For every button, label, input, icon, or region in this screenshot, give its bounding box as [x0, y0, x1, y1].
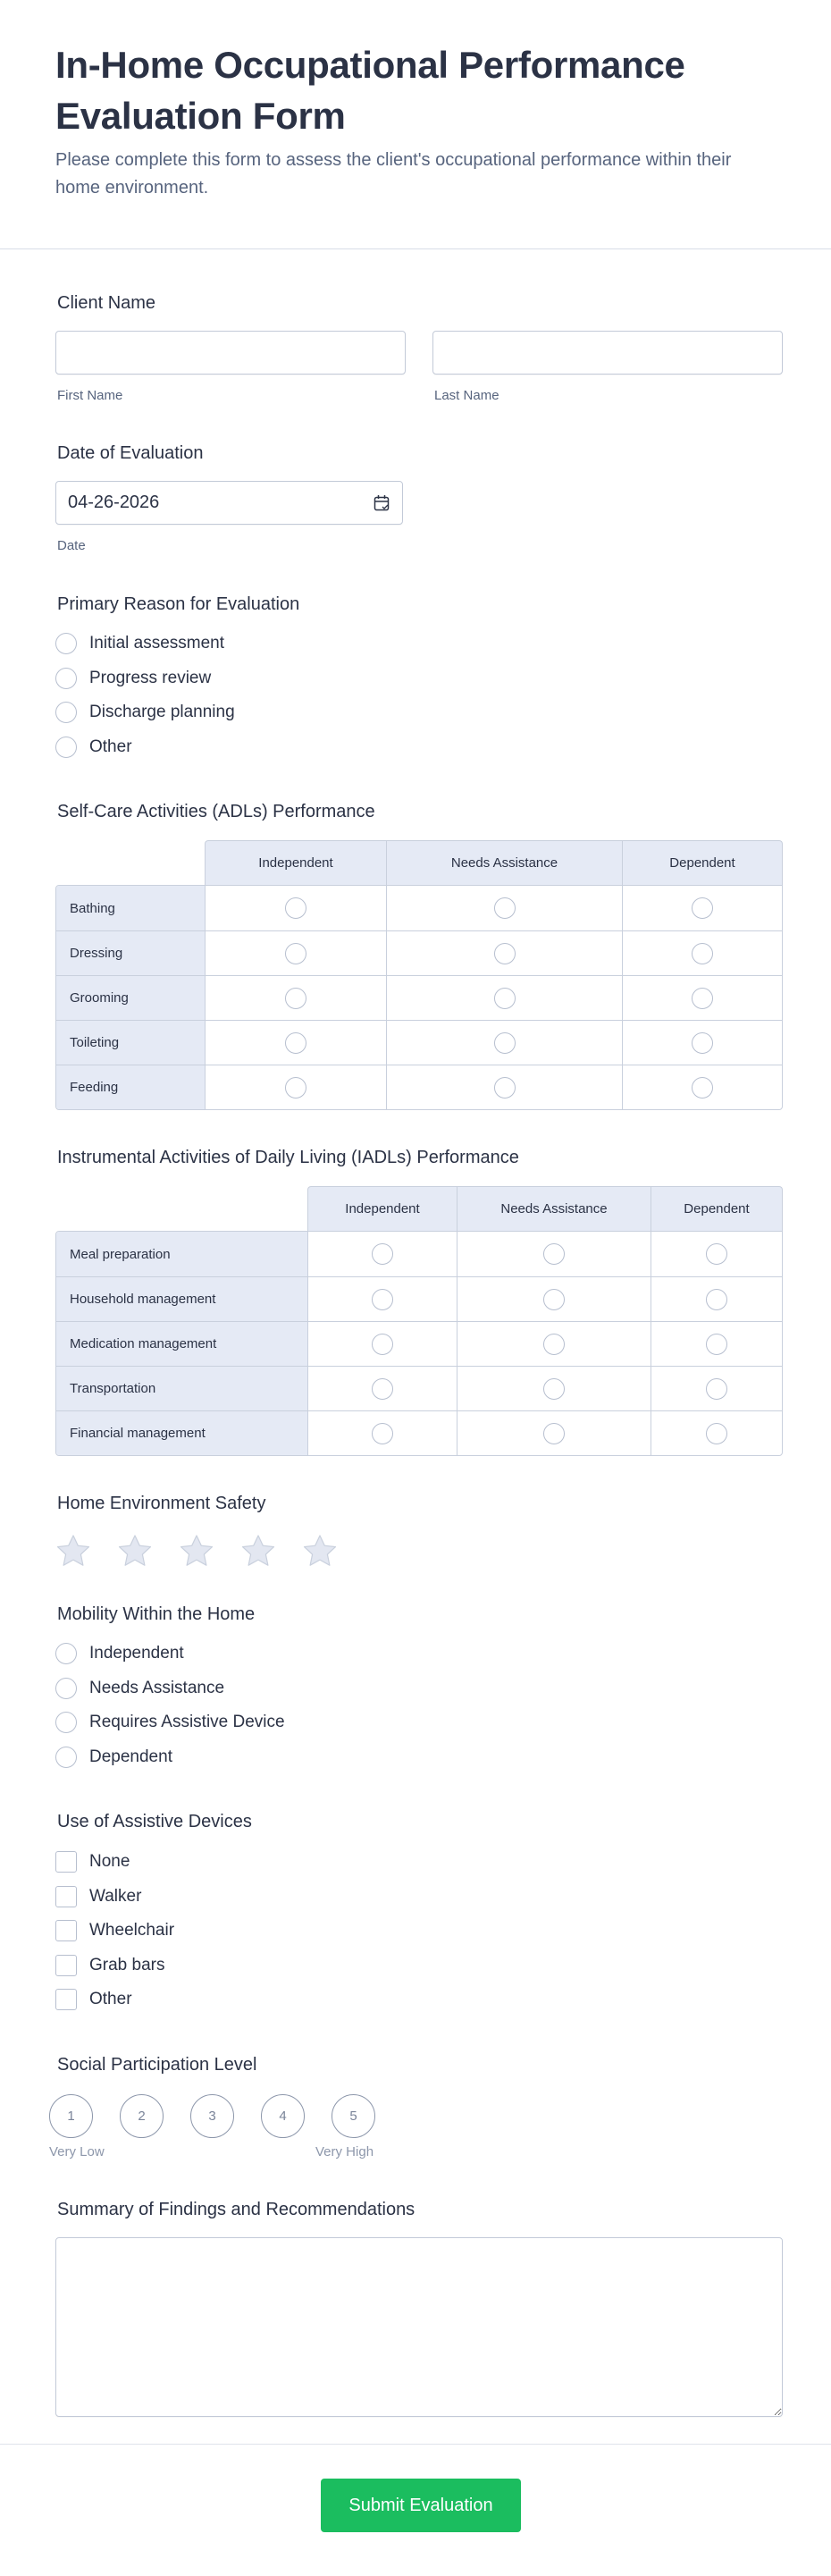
last-name-sublabel: Last Name — [434, 388, 499, 403]
adl-matrix-cell — [386, 1065, 622, 1109]
adl-matrix-row-label: Dressing — [56, 931, 206, 975]
adl-matrix-row-label: Feeding — [56, 1065, 206, 1109]
scale-option-3[interactable]: 3 — [190, 2094, 234, 2138]
iadl-matrix-column-header: Needs Assistance — [457, 1187, 651, 1231]
primary-reason-option-label: Discharge planning — [89, 703, 235, 721]
first-name-input[interactable] — [55, 331, 406, 375]
scale-option-4[interactable]: 4 — [261, 2094, 305, 2138]
checkbox[interactable] — [55, 1989, 77, 2010]
mobility-option-label: Independent — [89, 1644, 184, 1663]
home-safety-label: Home Environment Safety — [57, 1494, 266, 1513]
matrix-radio-button[interactable] — [285, 1032, 306, 1054]
mobility-option[interactable] — [55, 1711, 285, 1734]
adl-matrix-cell — [386, 931, 622, 975]
radio-button[interactable] — [55, 702, 77, 723]
date-input[interactable] — [55, 481, 403, 525]
checkbox[interactable] — [55, 1920, 77, 1941]
assistive-device-option[interactable] — [55, 1919, 174, 1942]
matrix-radio-button[interactable] — [692, 897, 713, 919]
matrix-radio-button[interactable] — [372, 1334, 393, 1355]
primary-reason-option-label: Progress review — [89, 668, 212, 687]
adl-matrix-cell — [386, 1021, 622, 1065]
matrix-radio-button[interactable] — [543, 1334, 565, 1355]
date-value: 04-26-2026 — [68, 492, 160, 512]
checkbox[interactable] — [55, 1851, 77, 1873]
adl-matrix-cell — [622, 1021, 782, 1065]
adl-matrix-cell — [206, 1021, 386, 1065]
scale-option-1[interactable]: 1 — [49, 2094, 93, 2138]
matrix-radio-button[interactable] — [706, 1289, 727, 1310]
iadl-matrix-cell — [651, 1322, 782, 1366]
adl-matrix-label: Self-Care Activities (ADLs) Performance — [57, 802, 375, 821]
iadl-matrix-cell — [651, 1367, 782, 1410]
adl-matrix-row-label: Toileting — [56, 1021, 206, 1065]
iadl-matrix-cell — [308, 1232, 457, 1276]
radio-button[interactable] — [55, 668, 77, 689]
assistive-devices-label: Use of Assistive Devices — [57, 1812, 252, 1831]
mobility-option-label: Requires Assistive Device — [89, 1713, 285, 1731]
mobility-option-label: Dependent — [89, 1747, 172, 1766]
iadl-matrix-cell — [651, 1277, 782, 1321]
iadl-matrix-row — [56, 1366, 782, 1410]
home-safety-rating — [55, 1534, 364, 1568]
radio-button[interactable] — [55, 737, 77, 758]
social-participation-scale — [49, 2094, 402, 2138]
matrix-radio-button[interactable] — [706, 1378, 727, 1400]
page-title: In-Home Occupational Performance Evaluation Form — [55, 44, 685, 137]
matrix-radio-button[interactable] — [372, 1423, 393, 1444]
matrix-radio-button[interactable] — [372, 1243, 393, 1265]
adl-matrix-cell — [622, 1065, 782, 1109]
iadl-matrix-cell — [457, 1367, 651, 1410]
matrix-radio-button[interactable] — [285, 943, 306, 964]
adl-matrix-column-header: Independent — [258, 855, 333, 871]
adl-matrix-cell — [622, 976, 782, 1020]
adl-matrix-header-row — [205, 840, 783, 885]
adl-matrix-row — [56, 1065, 782, 1109]
matrix-radio-button[interactable] — [285, 1077, 306, 1099]
mobility-option[interactable] — [55, 1642, 184, 1665]
radio-button[interactable] — [55, 1643, 77, 1664]
assistive-device-option-label: Other — [89, 1990, 132, 2008]
iadl-matrix-row — [56, 1410, 782, 1455]
adl-matrix-column-header: Needs Assistance — [386, 841, 622, 885]
primary-reason-option[interactable] — [55, 736, 132, 759]
submit-evaluation-button[interactable]: Submit Evaluation — [321, 2479, 521, 2532]
footer-divider — [0, 2444, 831, 2445]
last-name-input[interactable] — [432, 331, 783, 375]
assistive-device-option-label: None — [89, 1852, 130, 1871]
iadl-matrix-cell — [308, 1367, 457, 1410]
iadl-matrix-cell — [457, 1277, 651, 1321]
iadl-matrix-cell — [308, 1277, 457, 1321]
scale-max-label: Very High — [315, 2144, 374, 2159]
iadl-matrix-row-label: Household management — [56, 1277, 308, 1321]
assistive-device-option-label: Grab bars — [89, 1955, 165, 1974]
date-sublabel: Date — [57, 538, 86, 553]
iadl-matrix-cell — [651, 1411, 782, 1455]
radio-button[interactable] — [55, 633, 77, 654]
client-name-label: Client Name — [57, 293, 156, 313]
radio-button[interactable] — [55, 1747, 77, 1768]
primary-reason-option-label: Initial assessment — [89, 634, 225, 652]
iadl-matrix-row-label: Financial management — [56, 1411, 308, 1455]
star-icon[interactable] — [117, 1534, 153, 1568]
summary-textarea[interactable] — [55, 2237, 783, 2417]
primary-reason-label: Primary Reason for Evaluation — [57, 594, 300, 614]
date-of-evaluation-label: Date of Evaluation — [57, 443, 204, 463]
adl-matrix-cell — [206, 931, 386, 975]
first-name-sublabel: First Name — [57, 388, 123, 403]
star-icon[interactable] — [55, 1534, 91, 1568]
checkbox[interactable] — [55, 1886, 77, 1907]
adl-matrix-cell — [622, 931, 782, 975]
assistive-device-option[interactable] — [55, 1988, 132, 2011]
matrix-radio-button[interactable] — [494, 897, 516, 919]
iadl-matrix-cell — [308, 1411, 457, 1455]
adl-matrix-cell — [386, 976, 622, 1020]
matrix-radio-button[interactable] — [494, 1032, 516, 1054]
checkbox[interactable] — [55, 1955, 77, 1976]
adl-matrix-column-header: Dependent — [622, 841, 782, 885]
mobility-label: Mobility Within the Home — [57, 1604, 256, 1624]
star-icon[interactable] — [240, 1534, 276, 1568]
matrix-radio-button[interactable] — [692, 988, 713, 1009]
assistive-device-option[interactable] — [55, 1850, 130, 1873]
matrix-radio-button[interactable] — [285, 897, 306, 919]
matrix-radio-button[interactable] — [543, 1289, 565, 1310]
star-icon[interactable] — [179, 1534, 214, 1568]
assistive-device-option-label: Walker — [89, 1886, 142, 1906]
adl-matrix-row — [56, 886, 782, 930]
adl-matrix-cell — [386, 886, 622, 930]
matrix-radio-button[interactable] — [706, 1334, 727, 1355]
primary-reason-option[interactable] — [55, 701, 235, 724]
iadl-matrix-column-header: Independent — [345, 1201, 420, 1216]
matrix-radio-button[interactable] — [372, 1378, 393, 1400]
adl-matrix-row — [56, 1020, 782, 1065]
scale-option-2[interactable]: 2 — [120, 2094, 164, 2138]
matrix-radio-button[interactable] — [543, 1423, 565, 1444]
mobility-option-label: Needs Assistance — [89, 1678, 225, 1697]
adl-matrix-cell — [206, 886, 386, 930]
matrix-radio-button[interactable] — [692, 1077, 713, 1099]
adl-matrix-row-label: Grooming — [56, 976, 206, 1020]
iadl-matrix-column-header: Dependent — [651, 1187, 782, 1231]
primary-reason-option[interactable] — [55, 667, 211, 690]
iadl-matrix-label: Instrumental Activities of Daily Living (IADLs) Performance — [57, 1148, 519, 1167]
iadl-matrix-cell — [308, 1322, 457, 1366]
assistive-device-option[interactable] — [55, 1885, 141, 1908]
iadl-matrix-cell — [457, 1232, 651, 1276]
radio-button[interactable] — [55, 1678, 77, 1699]
primary-reason-option[interactable] — [55, 632, 224, 655]
star-icon[interactable] — [302, 1534, 338, 1568]
matrix-radio-button[interactable] — [494, 1077, 516, 1099]
adl-matrix-row — [56, 975, 782, 1020]
matrix-radio-button[interactable] — [706, 1423, 727, 1444]
page-subtitle: Please complete this form to assess the client's occupational performance within their home environment. — [55, 150, 732, 198]
form-header — [0, 0, 831, 249]
iadl-matrix-row — [56, 1232, 782, 1276]
iadl-matrix-cell — [457, 1322, 651, 1366]
assistive-device-option[interactable] — [55, 1954, 164, 1977]
adl-matrix-cell — [206, 1065, 386, 1109]
iadl-matrix-row-label: Transportation — [56, 1367, 308, 1410]
iadl-matrix-body — [55, 1231, 783, 1456]
summary-label: Summary of Findings and Recommendations — [57, 2200, 416, 2219]
matrix-radio-button[interactable] — [543, 1243, 565, 1265]
scale-min-label: Very Low — [49, 2144, 105, 2159]
iadl-matrix-row-label: Medication management — [56, 1322, 308, 1366]
mobility-option[interactable] — [55, 1746, 172, 1769]
assistive-device-option-label: Wheelchair — [89, 1921, 175, 1940]
iadl-matrix-header-row — [307, 1186, 783, 1231]
adl-matrix-row — [56, 930, 782, 975]
primary-reason-option-label: Other — [89, 737, 132, 756]
matrix-radio-button[interactable] — [692, 1032, 713, 1054]
radio-button[interactable] — [55, 1712, 77, 1733]
iadl-matrix-row — [56, 1321, 782, 1366]
iadl-matrix-cell — [651, 1232, 782, 1276]
iadl-matrix-row — [56, 1276, 782, 1321]
calendar-icon[interactable] — [374, 494, 390, 512]
adl-matrix-row-label: Bathing — [56, 886, 206, 930]
matrix-radio-button[interactable] — [543, 1378, 565, 1400]
matrix-radio-button[interactable] — [494, 943, 516, 964]
matrix-radio-button[interactable] — [372, 1289, 393, 1310]
adl-matrix-cell — [206, 976, 386, 1020]
iadl-matrix-cell — [457, 1411, 651, 1455]
iadl-matrix-row-label: Meal preparation — [56, 1232, 308, 1276]
matrix-radio-button[interactable] — [706, 1243, 727, 1265]
adl-matrix-body — [55, 885, 783, 1110]
matrix-radio-button[interactable] — [494, 988, 516, 1009]
social-participation-label: Social Participation Level — [57, 2055, 257, 2075]
matrix-radio-button[interactable] — [285, 988, 306, 1009]
scale-option-5[interactable]: 5 — [332, 2094, 375, 2138]
matrix-radio-button[interactable] — [692, 943, 713, 964]
mobility-option[interactable] — [55, 1677, 224, 1700]
adl-matrix-cell — [622, 886, 782, 930]
